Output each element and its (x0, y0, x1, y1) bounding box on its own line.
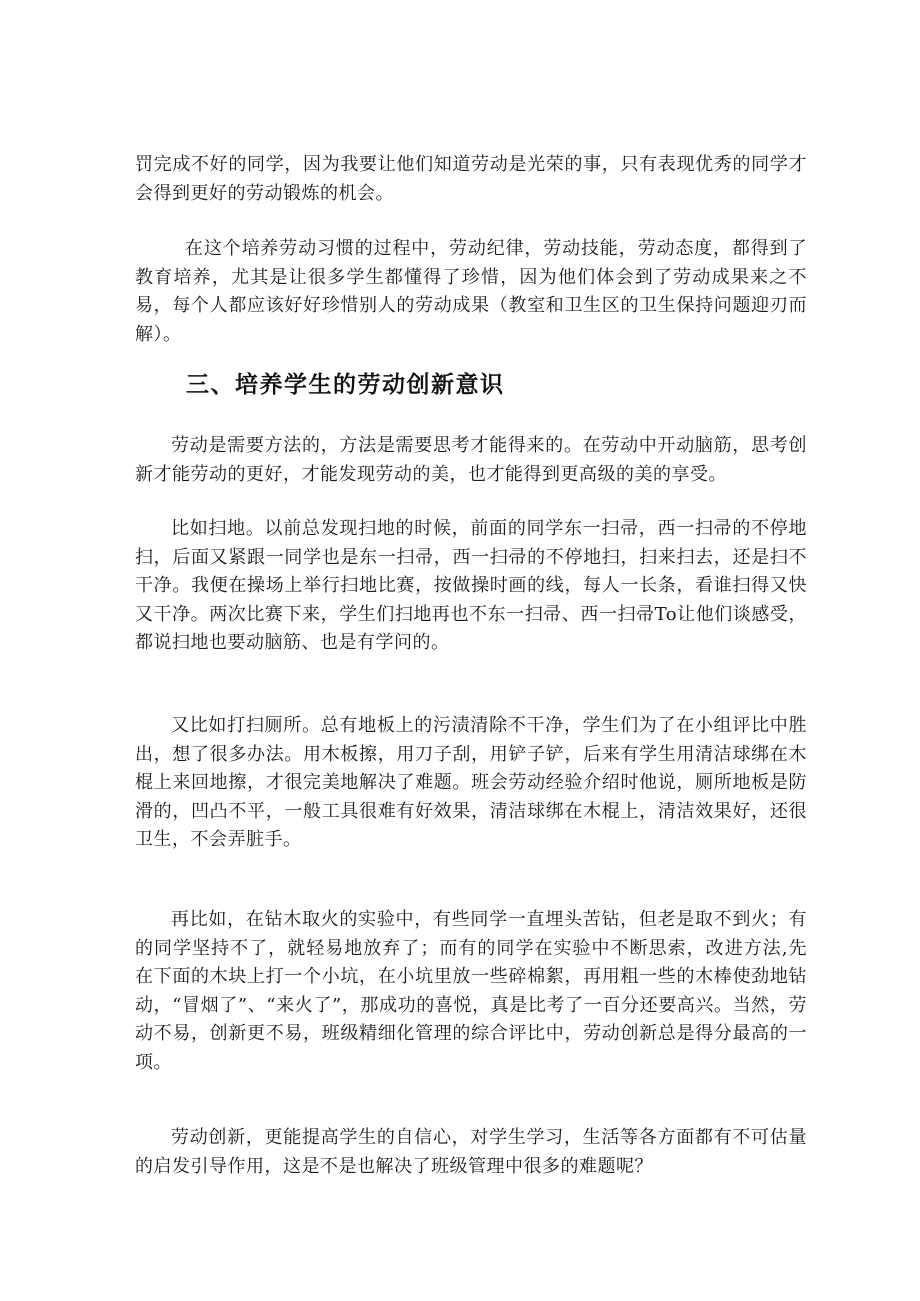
paragraph-fire-drilling-example: 再比如，在钻木取火的实验中，有些同学一直埋头苦钻，但老是取不到火；有的同学坚持不了，就轻易地放弃了；而有的同学在实验中不断思索，改进方法,先在下面的木块上打一个小坑，在小坑里放一些碎棉絮，再用粗一些的木棒使劲地钻动，“冒烟了”、“来火了”，那成功的喜悦，真是比考了一百分还要高兴。当然，劳动不易，创新更不易，班级精细化管理的综合评比中，劳动创新总是得分最高的一项。 (135, 909, 807, 1073)
paragraph-toilet-example: 又比如打扫厕所。总有地板上的污渍清除不干净，学生们为了在小组评比中胜出，想了很多办法。用木板擦，用刀子刮，用铲子铲，后来有学生用清洁球绑在木棍上来回地擦，才很完美地解决了难题。班会劳动经验介绍时他说，厕所地板是防滑的，凹凸不平，一般工具很难有好效果，清洁球绑在木棍上，清洁效果好，还很卫生，不会弄脏手。 (135, 715, 807, 850)
paragraph-sweeping-example: 比如扫地。以前总发现扫地的时候，前面的同学东一扫帚，西一扫帚的不停地扫，后面又紧跟一同学也是东一扫帚，西一扫帚的不停地扫，扫来扫去，还是扫不干净。我便在操场上举行扫地比赛，按做操时画的线，每人一长条，看谁扫得又快又干净。两次比赛下来，学生们扫地再也不东一扫帚、西一扫帚To让他们谈感受，都说扫地也要动脑筋、也是有学问的。 (135, 518, 807, 653)
section-heading: 三、培养学生的劳动创新意识 (186, 372, 505, 398)
paragraph-labor-habits: 在这个培养劳动习惯的过程中，劳动纪律，劳动技能，劳动态度，都得到了教育培养，尤其是让很多学生都懂得了珍惜，因为他们体会到了劳动成果来之不易，每个人都应该好好珍惜别人的劳动成果（教室和卫生区的卫生保持问题迎刃而解）。 (135, 238, 807, 345)
paragraph-conclusion: 劳动创新，更能提高学生的自信心，对学生学习，生活等各方面都有不可估量的启发引导作用，这是不是也解决了班级管理中很多的难题呢？ (135, 1127, 807, 1177)
paragraph-method-thinking: 劳动是需要方法的，方法是需要思考才能得来的。在劳动中开动脑筋，思考创新才能劳动的更好，才能发现劳动的美，也才能得到更高级的美的享受。 (135, 435, 807, 485)
paragraph-continuation: 罚完成不好的同学，因为我要让他们知道劳动是光荣的事，只有表现优秀的同学才会得到更好的劳动锻炼的机会。 (135, 154, 807, 204)
